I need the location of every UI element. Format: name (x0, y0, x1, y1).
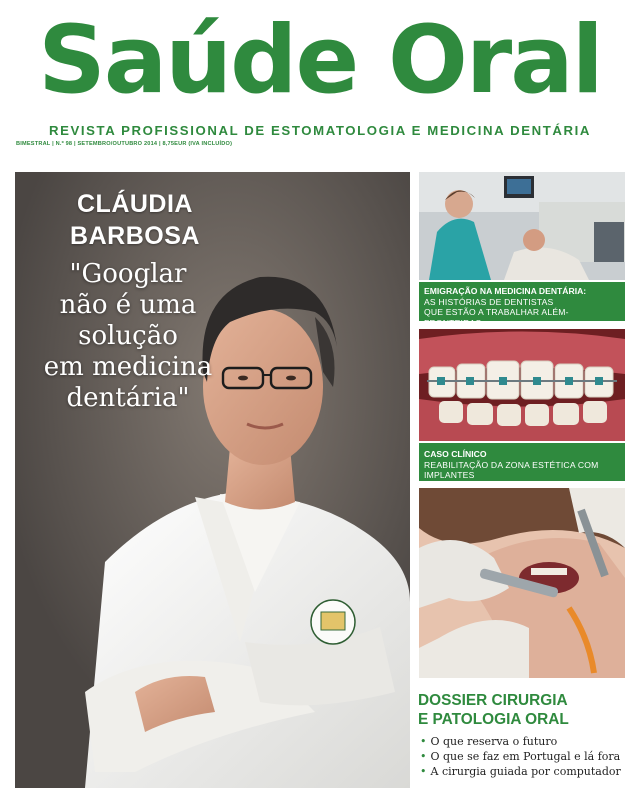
bullet-icon: • (420, 735, 427, 748)
quote-line: dentária" (66, 383, 190, 413)
issue-info: BIMESTRAL | N.º 98 | SETEMBRO/OUTUBRO 2014 | 8,75EUR (IVA INCLUÍDO) (16, 141, 233, 147)
braces-photo (419, 329, 625, 441)
magazine-title: Saúde Oral (38, 6, 602, 115)
name-line: BARBOSA (70, 222, 200, 250)
clinic-photo (419, 172, 625, 280)
list-item (420, 734, 635, 749)
bullet-icon: • (420, 750, 427, 763)
story-caption-clinical-case (419, 443, 625, 481)
cover-headline-name (40, 188, 230, 252)
list-item (420, 764, 635, 779)
caption-title: EMIGRAÇÃO NA MEDICINA DENTÁRIA: (424, 286, 587, 296)
caption-title: CASO CLÍNICO (424, 449, 487, 459)
quote-line: não é uma (59, 290, 197, 320)
bullet-icon: • (420, 765, 427, 778)
dossier-title-line: E PATOLOGIA ORAL (418, 711, 569, 728)
quote-line: em medicina (43, 352, 213, 382)
dossier-topics-list (420, 734, 635, 779)
dossier-title-line: DOSSIER CIRURGIA (418, 692, 568, 709)
list-item-text: O que reserva o futuro (430, 735, 558, 748)
caption-subtitle: REABILITAÇÃO DA ZONA ESTÉTICA COM IMPLANTES (424, 459, 599, 480)
dossier-title (418, 691, 633, 729)
quote-line: solução (78, 321, 178, 351)
caption-subtitle: QUE ESTÃO A TRABALHAR ALÉM-FRONTEIRAS (424, 307, 569, 328)
cover-headline-quote (18, 259, 238, 414)
list-item (420, 749, 635, 764)
list-item-text: A cirurgia guiada por computador (430, 765, 621, 778)
quote-line: "Googlar (69, 259, 187, 289)
list-item-text: O que se faz em Portugal e lá fora (430, 750, 621, 763)
magazine-tagline: REVISTA PROFISSIONAL DE ESTOMATOLOGIA E MEDICINA DENTÁRIA (48, 123, 592, 138)
caption-subtitle: AS HISTÓRIAS DE DENTISTAS (424, 296, 554, 307)
oral-surgery-photo (419, 488, 625, 678)
name-line: CLÁUDIA (77, 190, 193, 218)
story-caption-emigration (419, 282, 625, 328)
